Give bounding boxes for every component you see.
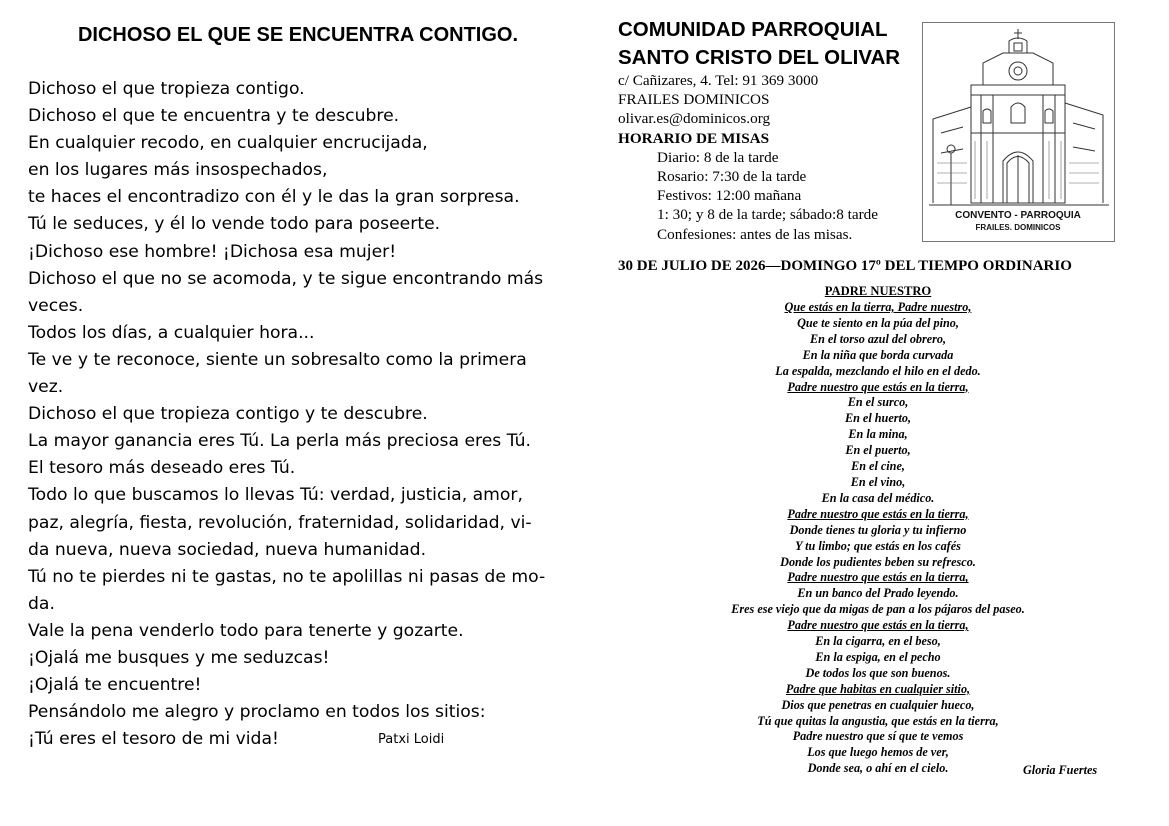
- text-line: Dichoso el que te encuentra y te descubre.: [28, 106, 400, 127]
- poem-line: Que estás en la tierra, Padre nuestro,: [784, 300, 972, 314]
- text-line: Todo lo que buscamos lo llevas Tú: verdad, justicia, amor,: [28, 485, 523, 506]
- poem-line: En el vino,: [850, 474, 906, 489]
- schedule-title: HORARIO DE MISAS: [618, 129, 770, 147]
- order-name: FRAILES DOMINICOS: [618, 91, 770, 109]
- poem-line: En la casa del médico.: [821, 490, 935, 505]
- poem-line: Tú que quitas la angustia, que estás en la tierra,: [757, 713, 999, 728]
- text-line: Tú no te pierdes ni te gastas, no te apolillas ni pasas de mo-: [28, 566, 546, 587]
- schedule-item: Confesiones: antes de las misas.: [657, 225, 853, 243]
- poem-line: En un banco del Prado leyendo.: [797, 586, 959, 601]
- schedule-item: Diario: 8 de la tarde: [657, 148, 779, 166]
- poem-author: Gloria Fuertes: [1023, 763, 1098, 777]
- email: olivar.es@dominicos.org: [618, 110, 771, 128]
- poem-line: De todos los que son buenos.: [805, 665, 951, 680]
- text-line: La mayor ganancia eres Tú. La perla más preciosa eres Tú.: [28, 431, 531, 452]
- church-label-1: CONVENTO - PARROQUIA: [955, 210, 1081, 221]
- poem-line: Donde sea, o ahí en el cielo.: [807, 761, 949, 776]
- poem-line: En el puerto,: [845, 443, 911, 458]
- poem-line: Padre nuestro que estás en la tierra,: [787, 506, 969, 521]
- poem-line: Que te siento en la púa del pino,: [797, 315, 959, 330]
- schedule-item: Rosario: 7:30 de la tarde: [657, 168, 807, 186]
- schedule-item: 1: 30; y 8 de la tarde; sábado:8 tarde: [657, 206, 878, 224]
- poem-line: Los que luego hemos de ver,: [807, 745, 949, 760]
- poem-line: Donde los pudientes beben su refresco.: [780, 554, 976, 569]
- poem-line: En el surco,: [847, 395, 909, 410]
- text-line: ¡Dichoso ese hombre! ¡Dichosa esa mujer!: [28, 241, 397, 262]
- church-drawing: [923, 23, 1114, 241]
- text-line: Pensándolo me alegro y proclamo en todos los sitios:: [28, 702, 486, 723]
- text-line: vez.: [28, 377, 64, 398]
- poem-line: En la espiga, en el pecho: [815, 649, 941, 664]
- poem-line: En el torso azul del obrero,: [809, 331, 947, 346]
- left-title: DICHOSO EL QUE SE ENCUENTRA CONTIGO.: [77, 24, 519, 46]
- text-line: Todos los días, a cualquier hora...: [28, 322, 315, 343]
- poem-line: Padre nuestro que estás en la tierra,: [787, 618, 969, 633]
- poem-line: Y tu limbo; que estás en los cafés: [795, 538, 961, 553]
- text-line: veces.: [28, 295, 84, 316]
- poem-line: En la mina,: [848, 427, 908, 442]
- text-line: paz, alegría, fiesta, revolución, fraternidad, solidaridad, vi-: [28, 512, 532, 533]
- text-line: ¡Ojalá te encuentre!: [28, 675, 202, 696]
- poem-line: Padre que habitas en cualquier sitio,: [785, 681, 971, 696]
- text-line: Dichoso el que no se acomoda, y te sigue encontrando más: [28, 268, 544, 289]
- text-line: te haces el encontradizo con él y le das la gran sorpresa.: [28, 187, 520, 208]
- poem-line: Eres ese viejo que da migas de pan a los pájaros del paseo.: [731, 602, 1025, 617]
- poem-line: En el huerto,: [844, 411, 912, 426]
- poem-line: En el cine,: [851, 459, 905, 474]
- left-author: Patxi Loidi: [378, 732, 445, 747]
- text-line: ¡Tú eres el tesoro de mi vida!: [28, 729, 279, 750]
- org-name-line2: SANTO CRISTO DEL OLIVAR: [618, 46, 901, 69]
- text-line: Tú le seduces, y él lo vende todo para poseerte.: [28, 214, 441, 235]
- text-line: Vale la pena venderlo todo para tenerte y gozarte.: [28, 620, 464, 641]
- church-label-2: FRAILES. DOMINICOS: [975, 223, 1061, 232]
- text-line: en los lugares más insospechados,: [28, 160, 328, 181]
- schedule-item: Festivos: 12:00 mañana: [657, 187, 802, 205]
- poem-line: En la niña que borda curvada: [802, 347, 954, 362]
- poem-line: Dios que penetras en cualquier hueco,: [781, 697, 975, 712]
- text-line: En cualquier recodo, en cualquier encrucijada,: [28, 133, 428, 154]
- poem-line: Donde tienes tu gloria y tu infierno: [789, 522, 967, 537]
- poem-title: PADRE NUESTRO: [824, 284, 932, 298]
- poem-line: Padre nuestro que estás en la tierra,: [787, 570, 969, 585]
- org-name-line1: COMUNIDAD PARROQUIAL: [618, 18, 888, 41]
- parish-info: [618, 71, 878, 244]
- poem-body: [700, 300, 1056, 777]
- church-illustration: [922, 22, 1115, 242]
- text-line: Dichoso el que tropieza contigo.: [28, 79, 305, 99]
- text-line: da.: [28, 593, 55, 614]
- text-line: da nueva, nueva sociedad, nueva humanidad.: [28, 539, 427, 560]
- text-line: ¡Ojalá me busques y me seduzcas!: [28, 647, 330, 668]
- poem-line: Padre nuestro que estás en la tierra,: [787, 379, 969, 394]
- text-line: El tesoro más deseado eres Tú.: [28, 458, 296, 479]
- poem-line: La espalda, mezclando el hilo en el dedo.: [775, 363, 981, 378]
- left-poem-body: [28, 76, 573, 753]
- date-line: 30 DE JULIO DE 2026—DOMINGO 17º DEL TIEMPO ORDINARIO: [618, 258, 1072, 274]
- text-line: Te ve y te reconoce, siente un sobresalto como la primera: [28, 349, 527, 370]
- text-line: Dichoso el que tropieza contigo y te descubre.: [28, 404, 428, 425]
- poem-line: En la cigarra, en el beso,: [815, 634, 941, 649]
- poem-line: Padre nuestro que sí que te vemos: [792, 729, 964, 744]
- address: c/ Cañizares, 4. Tel: 91 369 3000: [618, 72, 819, 89]
